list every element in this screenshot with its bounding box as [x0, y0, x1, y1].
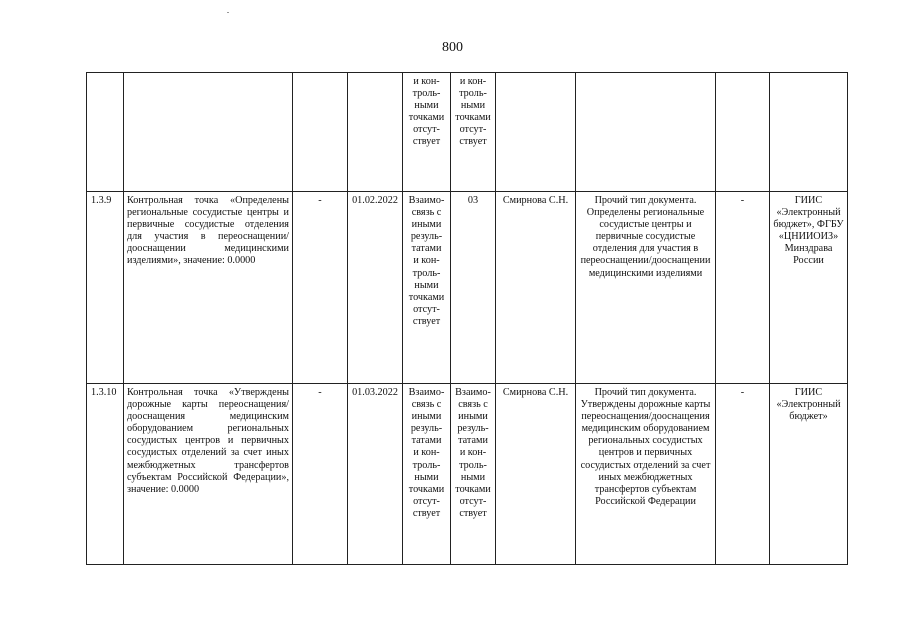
cell-document-type: Прочий тип документа. Утверждены дорожные карты переоснащения/дооснащения медицинским оборудованием региональных сосудистых центров и первичных сосудистых отделений за счет иных межбюджетных трансфертов субъектам Российской Федерации: [576, 384, 716, 565]
cell-date: 01.03.2022: [348, 384, 403, 565]
cell-dash: -: [293, 384, 348, 565]
cell-responsible: [496, 73, 576, 192]
cell-info-system: ГИИС «Электронный бюджет»: [770, 384, 848, 565]
cell-relation-code: Взаимо- связь с иными резуль- татами и кон- троль- ными точками отсут- ствует: [451, 384, 496, 565]
cell-dash: -: [716, 384, 770, 565]
cell-document-type: Прочий тип документа. Определены региональные сосудистые центры и первичные сосудистые отделения для участия в переоснащении/дооснащении медицинскими изделиями: [576, 192, 716, 384]
page-number: 800: [442, 40, 463, 55]
cell-relation: Взаимо- связь с иными резуль- татами и кон- троль- ными точками отсут- ствует: [403, 384, 451, 565]
cell-date: 01.02.2022: [348, 192, 403, 384]
cell-description: Контрольная точка «Утверждены дорожные карты переоснащения/дооснащения медицинским оборудованием региональных сосудистых центров и первичных сосудистых отделений за счет иных межбюджетных трансфертов субъектам Российской Федерации», значение: 0.0000: [124, 384, 293, 565]
table-row: [87, 384, 848, 565]
cell-relation: и кон- троль- ными точками отсут- ствует: [403, 73, 451, 192]
scan-speck: [227, 12, 229, 13]
control-points-table: [86, 72, 848, 565]
cell-number: 1.3.10: [87, 384, 124, 565]
cell-dash: [293, 73, 348, 192]
cell-responsible: Смирнова С.Н.: [496, 192, 576, 384]
cell-info-system: ГИИС «Электронный бюджет», ФГБУ «ЦНИИОИЗ» Минздрава России: [770, 192, 848, 384]
cell-relation-code: и кон- троль- ными точками отсут- ствует: [451, 73, 496, 192]
cell-dash: [716, 73, 770, 192]
cell-dash: -: [716, 192, 770, 384]
cell-info-system: [770, 73, 848, 192]
cell-relation: Взаимо- связь с иными резуль- татами и кон- троль- ными точками отсут- ствует: [403, 192, 451, 384]
cell-date: [348, 73, 403, 192]
cell-relation-code: 03: [451, 192, 496, 384]
table-row: [87, 73, 848, 192]
cell-description: Контрольная точка «Определены региональные сосудистые центры и первичные сосудистые отделения для участия в переоснащении/дооснащении медицинскими изделиями», значение: 0.0000: [124, 192, 293, 384]
cell-dash: -: [293, 192, 348, 384]
cell-responsible: Смирнова С.Н.: [496, 384, 576, 565]
cell-number: 1.3.9: [87, 192, 124, 384]
cell-document-type: [576, 73, 716, 192]
cell-description: [124, 73, 293, 192]
table-row: [87, 192, 848, 384]
cell-number: [87, 73, 124, 192]
